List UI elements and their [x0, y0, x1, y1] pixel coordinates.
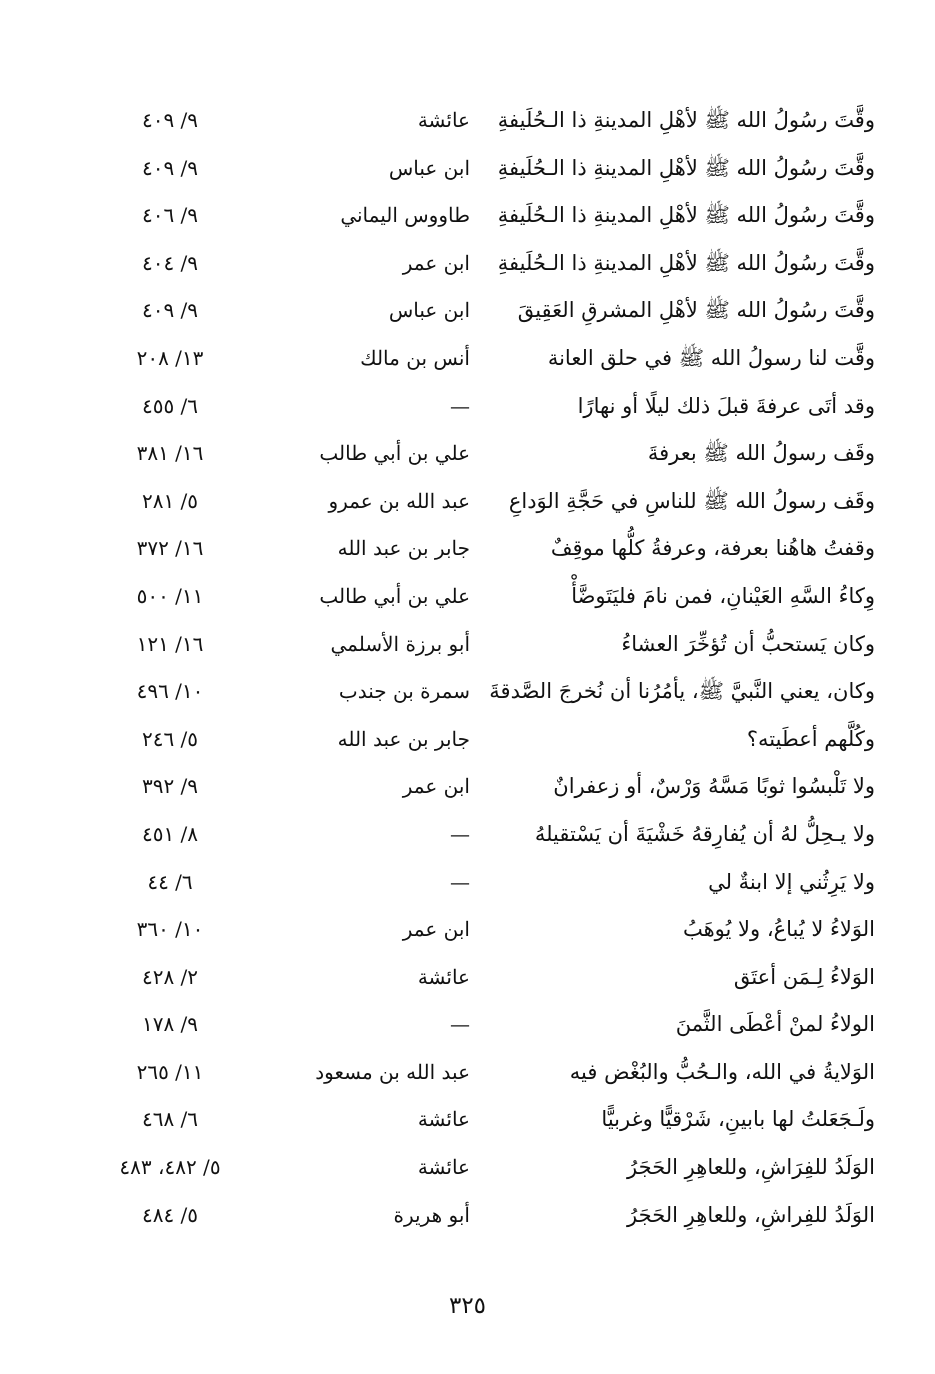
index-row — [95, 1052, 875, 1100]
narrator-name: ابن عمر — [402, 774, 470, 799]
index-row — [95, 1099, 875, 1147]
narrator-name: — — [450, 821, 470, 846]
hadith-text: وكان، يعني النَّبيَّ ﷺ، يأمُرُنا أن نُخرجَ الصَّدقةَ — [489, 679, 875, 704]
volume-page-reference: ٥/ ٤٨٢، ٤٨٣ — [119, 1155, 221, 1180]
volume-page-reference: ٥/ ٢٨١ — [141, 488, 199, 513]
narrator-name: — — [450, 1012, 470, 1037]
narrator-name: سمرة بن جندب — [338, 679, 470, 704]
hadith-text: الوَلَدُ للفِرَاشِ، وللعاهِرِ الحَجَرُ — [627, 1155, 875, 1180]
index-row — [95, 100, 875, 148]
hadith-text: وقَف رسولُ الله ﷺ بعرفةَ — [647, 441, 875, 466]
hadith-text: وقد أتَى عرفةَ قبلَ ذلك ليلًا أو نهارًا — [577, 393, 875, 418]
narrator-name: أبو برزة الأسلمي — [330, 631, 470, 656]
volume-page-reference: ٨/ ٤٥١ — [141, 821, 199, 846]
volume-page-reference: ٩/ ٤٠٩ — [141, 298, 199, 323]
hadith-text: ولا يـحِلُّ لهُ أن يُفارِقهُ خَشْيَةَ أن يَسْتقيلهُ — [534, 821, 875, 846]
narrator-name: طاووس اليماني — [340, 203, 470, 228]
index-row — [95, 1004, 875, 1052]
hadith-text: الوَلاءُ لا يُباعُ، ولا يُوهَبُ — [682, 917, 875, 942]
narrator-name: أنس بن مالك — [360, 345, 470, 370]
hadith-text: ولا تَلْبسُوا ثوبًا مَسَّهُ وَرْسٌ، أو زعفرانٌ — [553, 774, 875, 799]
narrator-name: عائشة — [417, 1155, 470, 1180]
index-row — [95, 1147, 875, 1195]
volume-page-reference: ١٦/ ١٢١ — [136, 631, 204, 656]
volume-page-reference: ٦/ ٤٤ — [147, 869, 193, 894]
volume-page-reference: ٦/ ٤٦٨ — [141, 1107, 199, 1132]
narrator-name: عائشة — [417, 1107, 470, 1132]
volume-page-reference: ٥/ ٢٤٦ — [141, 726, 199, 751]
volume-page-reference: ٩/ ١٧٨ — [141, 1012, 199, 1037]
narrator-name: علي بن أبي طالب — [319, 583, 470, 608]
volume-page-reference: ١٦/ ٣٧٢ — [136, 536, 204, 561]
narrator-name: — — [450, 869, 470, 894]
narrator-name: عائشة — [417, 108, 470, 132]
hadith-text: وكان يَستحبُّ أن تُؤخِّرَ العشاءُ — [621, 631, 875, 656]
hadith-text: الوَلَدُ للفِراشِ، وللعاهِرِ الحَجَرُ — [627, 1202, 875, 1227]
hadith-text: الوَلاءُ لِـمَن أعتَق — [733, 964, 875, 989]
index-row — [95, 148, 875, 196]
volume-page-reference: ١٠/ ٣٦٠ — [136, 917, 204, 942]
index-row — [95, 814, 875, 862]
volume-page-reference: ١٣/ ٢٠٨ — [136, 345, 204, 370]
volume-page-reference: ٩/ ٣٩٢ — [141, 774, 199, 799]
hadith-text: الوَلايةُ في الله، والـحُبُّ والبُغْض فيه — [569, 1059, 875, 1084]
narrator-name: جابر بن عبد الله — [337, 726, 470, 751]
hadith-text: الولاءُ لمنْ أعْطَى الثَّمنَ — [675, 1012, 875, 1037]
hadith-text: وقفتُ هاهُنا بعرفة، وعرفةُ كلُّها موقِفٌ — [550, 536, 875, 561]
volume-page-reference: ٩/ ٤٠٤ — [141, 250, 199, 275]
index-row — [95, 766, 875, 814]
narrator-name: أبو هريرة — [393, 1202, 470, 1227]
volume-page-reference: ١٠/ ٤٩٦ — [136, 679, 204, 704]
volume-page-reference: ٦/ ٤٥٥ — [141, 393, 199, 418]
narrator-name: عبد الله بن عمرو — [328, 488, 470, 513]
hadith-text: وقَّتَ رسُولُ الله ﷺ لأهْلِ المدينةِ ذا الـحُلَيفةِ — [497, 250, 875, 275]
narrator-name: ابن عمر — [402, 917, 470, 942]
volume-page-reference: ٢/ ٤٢٨ — [141, 964, 199, 989]
index-row — [95, 624, 875, 672]
hadith-text: وكُلَّهم أعطَيته؟ — [746, 726, 875, 751]
page-number: ٣٢٥ — [448, 1293, 487, 1319]
hadith-index-table — [95, 100, 875, 1242]
volume-page-reference: ٩/ ٤٠٩ — [141, 155, 199, 180]
index-row — [95, 481, 875, 529]
index-row — [95, 528, 875, 576]
hadith-text: ولا يَرِثُني إلا ابنةٌ لي — [708, 869, 875, 894]
hadith-text: وقَّت لنا رسولُ الله ﷺ في حلق العانة — [547, 345, 875, 370]
index-row — [95, 386, 875, 434]
index-row — [95, 243, 875, 291]
hadith-text: وقَف رسولُ الله ﷺ للناسِ في حَجَّةِ الوَداعِ — [508, 488, 875, 513]
index-row — [95, 909, 875, 957]
narrator-name: ابن عباس — [388, 155, 470, 180]
volume-page-reference: ٩/ ٤٠٦ — [141, 203, 199, 228]
hadith-text: وقَّتَ رسُولُ الله ﷺ لأهْلِ المدينةِ ذا الـحُلَيفةِ — [497, 155, 875, 180]
index-row — [95, 433, 875, 481]
hadith-text: ولَـجَعَلتُ لها بابينِ، شَرْقيًّا وغربيًّا — [601, 1107, 875, 1132]
index-row — [95, 1195, 875, 1243]
volume-page-reference: ١١/ ٥٠٠ — [136, 583, 204, 608]
index-row — [95, 576, 875, 624]
hadith-text: وقَّتَ رسُولُ الله ﷺ لأهْلِ المشرقِ العَقِيقَ — [517, 298, 875, 323]
narrator-name: ابن عباس — [388, 298, 470, 323]
hadith-text: وِكاءُ السَّهِ العَيْنانِ، فمن نامَ فليَتَوضَّأْ — [571, 583, 875, 608]
narrator-name: ابن عمر — [402, 250, 470, 275]
narrator-name: عبد الله بن مسعود — [315, 1059, 470, 1084]
narrator-name: — — [450, 393, 470, 418]
volume-page-reference: ١٦/ ٣٨١ — [136, 441, 204, 466]
index-row — [95, 957, 875, 1005]
index-row — [95, 719, 875, 767]
volume-page-reference: ٥/ ٤٨٤ — [141, 1202, 199, 1227]
index-row — [95, 862, 875, 910]
narrator-name: علي بن أبي طالب — [319, 441, 470, 466]
narrator-name: عائشة — [417, 964, 470, 989]
volume-page-reference: ١١/ ٢٦٥ — [136, 1059, 204, 1084]
index-row — [95, 671, 875, 719]
hadith-text: وقَّتَ رسُولُ الله ﷺ لأهْلِ المدينةِ ذا الـحُلَيفةِ — [497, 108, 875, 132]
narrator-name: جابر بن عبد الله — [337, 536, 470, 561]
index-row — [95, 290, 875, 338]
index-row — [95, 338, 875, 386]
index-row — [95, 195, 875, 243]
volume-page-reference: ٩/ ٤٠٩ — [141, 108, 199, 132]
hadith-text: وقَّتَ رسُولُ الله ﷺ لأهْلِ المدينةِ ذا الـحُلَيفةِ — [497, 203, 875, 228]
